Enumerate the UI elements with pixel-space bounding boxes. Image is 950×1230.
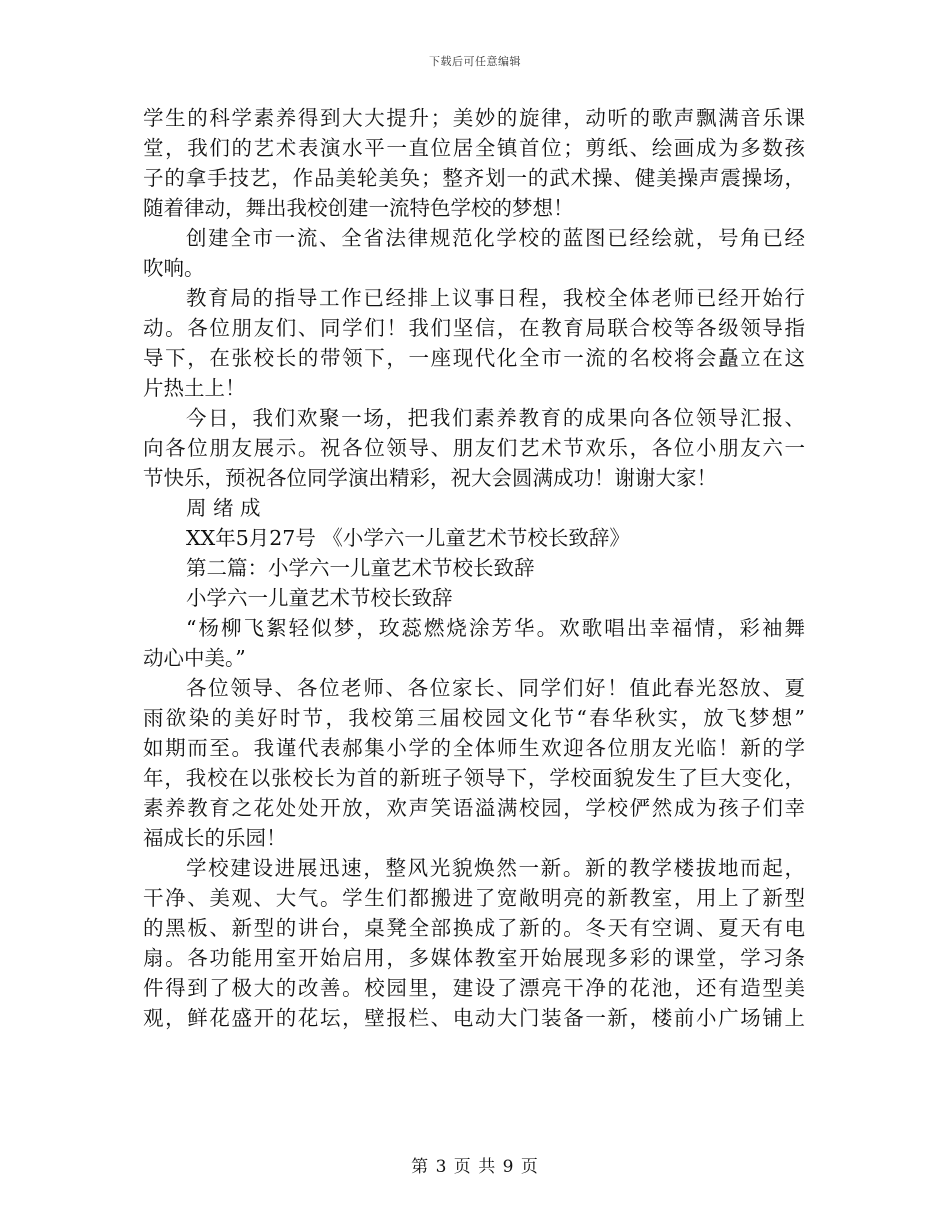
text-line: 干净、美观、大气。学生们都搬进了宽敞明亮的新教室，用上了新型: [143, 886, 805, 910]
text-line: 各位领导、各位老师、各位家长、同学们好！值此春光怒放、夏: [186, 676, 805, 700]
text-line: 如期而至。我谨代表郝集小学的全体师生欢迎各位朋友光临！新的学: [143, 736, 805, 760]
text-line: 片热土上！: [143, 376, 246, 400]
text-line: 福成长的乐园！: [143, 826, 287, 850]
text-line: 学生的科学素养得到大大提升；美妙的旋律，动听的歌声飘满音乐课: [143, 106, 805, 130]
text-line: 的黑板、新型的讲台，桌凳全部换成了新的。冬天有空调、夏天有电: [143, 916, 805, 940]
text-line: 扇。各功能用室开始启用，多媒体教室开始展现多彩的课堂，学习条: [143, 946, 805, 970]
text-line: 件得到了极大的改善。校园里，建设了漂亮干净的花池，还有造型美: [143, 976, 805, 1000]
text-line: 向各位朋友展示。祝各位领导、朋友们艺术节欢乐，各位小朋友六一: [143, 436, 805, 460]
page-number: 第 3 页 共 9 页: [411, 1157, 539, 1177]
text-line: 雨欲染的美好时节，我校第三届校园文化节“春华秋实，放飞梦想”: [143, 706, 805, 730]
text-line: 创建全市一流、全省法律规范化学校的蓝图已经绘就，号角已经: [186, 226, 805, 250]
section-title: 小学六一儿童艺术节校长致辞: [186, 586, 453, 610]
document-body: [143, 103, 805, 1033]
text-line: 学校建设进展迅速，整风光貌焕然一新。新的教学楼拔地而起，: [186, 856, 805, 880]
text-line: 观，鲜花盛开的花坛，壁报栏、电动大门装备一新，楼前小广场铺上: [143, 1006, 805, 1030]
text-line: 导下，在张校长的带领下，一座现代化全市一流的名校将会矗立在这: [143, 346, 805, 370]
text-line: “杨柳飞絮轻似梦，玫蕊燃烧涂芳华。欢歌唱出幸福情，彩袖舞: [186, 616, 805, 640]
text-line: 年，我校在以张校长为首的新班子领导下，学校面貌发生了巨大变化，: [143, 766, 805, 790]
text-line: 随着律动，舞出我校创建一流特色学校的梦想！: [143, 196, 574, 220]
text-line: 动心中美。”: [143, 646, 246, 670]
text-line: 子的拿手技艺，作品美轮美奂；整齐划一的武术操、健美操声震操场，: [143, 166, 805, 190]
text-line: 节快乐，预祝各位同学演出精彩，祝大会圆满成功！谢谢大家！: [143, 466, 717, 490]
text-line: 今日，我们欢聚一场，把我们素养教育的成果向各位领导汇报、: [186, 406, 805, 430]
text-line: 动。各位朋友们、同学们！我们坚信，在教育局联合校等各级领导指: [143, 316, 805, 340]
text-line: 吹响。: [143, 256, 205, 280]
page-header: 下载后可任意编辑: [429, 55, 521, 68]
signature-name: 周 绪 成: [186, 496, 261, 520]
signature-date: XX年5月27号 《小学六一儿童艺术节校长致辞》: [186, 526, 630, 550]
section-heading: 第二篇：小学六一儿童艺术节校长致辞: [186, 556, 535, 580]
text-line: 素养教育之花处处开放，欢声笑语溢满校园，学校俨然成为孩子们幸: [143, 796, 805, 820]
text-line: 教育局的指导工作已经排上议事日程，我校全体老师已经开始行: [186, 286, 805, 310]
text-line: 堂，我们的艺术表演水平一直位居全镇首位；剪纸、绘画成为多数孩: [143, 136, 805, 160]
